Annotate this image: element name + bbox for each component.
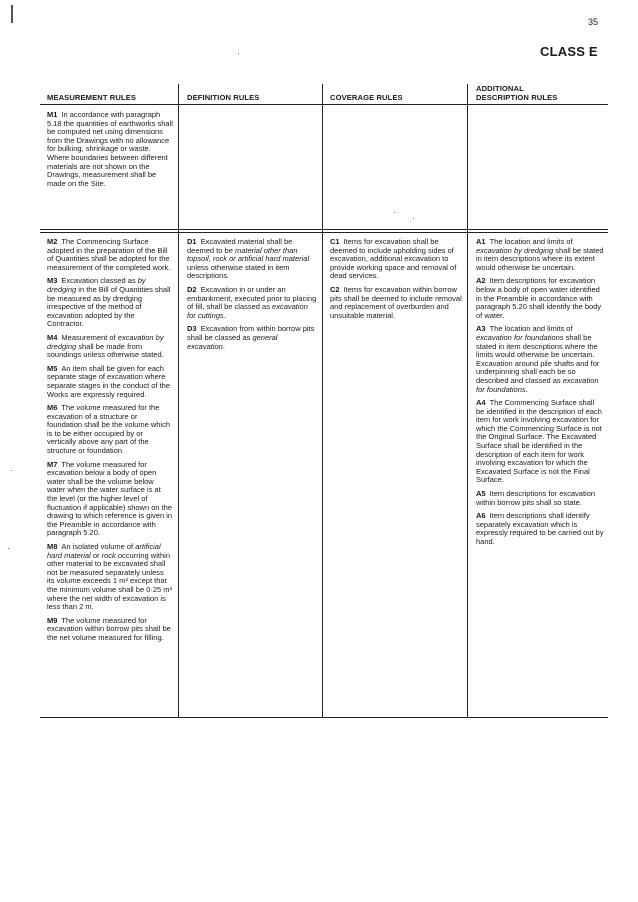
rule-text: Items for excavation shall be deemed to include upholding sides of excavation, additional excavation to provide working space and removal of dead services. — [330, 237, 457, 281]
measurement-rules-column — [47, 238, 173, 648]
rule-code: M2 — [47, 237, 58, 246]
column-header-coverage: COVERAGE RULES — [330, 93, 403, 102]
rule-text: The Commencing Surface shall be identified in the description of each item for work involving excavation for which the Commencing Surface is not the Original Surface. The Excavated Surface shall be identified in the description of each item for work involving excavation for which the Excavated Surface is not the Final Surface. — [476, 398, 602, 485]
rule-text-italic: material other than topsoil, rock or artificial hard material — [187, 245, 310, 264]
rule-code: A4 — [476, 398, 486, 408]
column-header-measurement: MEASUREMENT RULES — [47, 93, 137, 102]
rule-text: or — [90, 550, 102, 560]
rule-code: C2 — [330, 284, 340, 294]
rule-text: Excavated material shall be deemed to be — [187, 237, 293, 255]
rule-text: The location and limits of — [489, 237, 573, 246]
rule-D1 — [187, 238, 317, 281]
rule-text: . — [525, 384, 528, 394]
rule-code: D1 — [187, 237, 197, 246]
scan-speck — [394, 212, 395, 213]
rule-text: The location and limits of — [489, 324, 573, 334]
section-rule-top — [40, 229, 608, 230]
rule-text: Item descriptions for excavation below a body of open water identified in the Preamble in accordance with paragraph 5.20 shall identify the body of water. — [476, 276, 602, 320]
rule-text-italic: rock — [101, 550, 116, 560]
column-header-definition: DEFINITION RULES — [187, 93, 260, 102]
rule-text: shall be made from soundings unless otherwise stated. — [47, 341, 164, 360]
rule-M2 — [47, 238, 173, 272]
rule-text: Measurement of — [61, 332, 118, 342]
rule-text: Items for excavation within borrow pits shall be deemed to include removal and replacement of overburden and unsuitable material. — [330, 284, 462, 320]
rule-text: The volume measured for excavation below a body of open water shall be the volume below water when the water surface is at the level (or the higher level of fluctuation if applicable) shown on the drawing to which reference is given in the Preamble in accordance with paragraph 5.20. — [47, 459, 173, 538]
rule-text: The volume measured for excavation within borrow pits shall be the net volume measured for filling. — [47, 615, 171, 642]
rule-text: An item shall be given for each separate stage of excavation where separate stages in the conduct of the Works are expressly required. — [47, 363, 170, 399]
rule-text: The volume measured for the excavation of a structure or foundation shall be the volume which is to be either occupied by or vertically above any part of the structure or foundation. — [47, 403, 170, 456]
rule-code: A2 — [476, 276, 486, 286]
rule-text: in the Bill of Quantities shall be measured as by dredging irrespective of the method of excavation adopted by the Contractor. — [47, 284, 171, 329]
definition-rules-column — [187, 238, 317, 356]
rule-A5 — [476, 490, 604, 507]
rule-code: A6 — [476, 511, 486, 521]
rule-text-italic: artificial hard material — [47, 542, 161, 560]
rule-D2 — [187, 286, 317, 320]
scan-edge-mark — [11, 5, 13, 23]
rule-text: Excavation from within borrow pits shall be classed as — [187, 324, 315, 342]
rule-text: Excavation in or under an embankment, executed prior to placing of fill, shall be classed as — [187, 284, 317, 312]
rule-M5 — [47, 365, 173, 399]
rule-code: D3 — [187, 324, 197, 334]
rule-text: . — [222, 341, 225, 351]
rule-text: shall be stated in item descriptions where its extent would otherwise be uncertain. — [476, 245, 604, 272]
rule-text-italic: excavation for cuttings — [187, 302, 308, 320]
rule-code: M6 — [47, 403, 58, 413]
rule-M8 — [47, 543, 173, 612]
rule-text: occurring within other material to be excavated shall not be measured separately unless its volume exceeds 1 m³ except that the minimum volume shall be 0·25 m³ where the net width of excavation is less than 2 m. — [47, 550, 173, 612]
rule-code: M3 — [47, 276, 58, 286]
rule-code: M9 — [47, 615, 58, 625]
rule-text: shall be stated in item descriptions where the limits would otherwise be uncertain. Excavation around pile shafts and for underpinning shall each be so described and classed as — [476, 332, 600, 385]
scan-speck — [11, 470, 12, 471]
rule-M3 — [47, 277, 173, 329]
rule-text: Item descriptions shall identify separately excavation which is expressly required to be carried out by hand. — [476, 511, 604, 546]
rule-D3 — [187, 325, 317, 351]
rule-code: M4 — [47, 332, 58, 342]
rule-text: Item descriptions for excavation within borrow pits shall so state. — [476, 489, 596, 507]
column-divider-1 — [178, 84, 179, 717]
rule-code: C1 — [330, 237, 340, 246]
column-divider-2 — [322, 84, 323, 717]
header-rule — [40, 104, 608, 105]
scan-speck — [8, 548, 9, 549]
column-divider-3 — [467, 84, 468, 717]
column-header-additional-line1: ADDITIONAL — [476, 84, 524, 93]
rule-C1 — [330, 238, 462, 281]
rule-M7 — [47, 461, 173, 538]
rule-text: . — [223, 310, 226, 320]
rule-M1 — [47, 111, 173, 188]
rule-text: unless otherwise stated in item descriptions. — [187, 262, 290, 281]
rule-C2 — [330, 286, 462, 320]
rule-text: The Commencing Surface adopted in the preparation of the Bill of Quantities shall be adopted for the measurement of the completed work. — [47, 237, 171, 272]
rule-code: M8 — [47, 542, 58, 551]
rule-code: A1 — [476, 237, 486, 246]
measurement-section1 — [47, 111, 173, 193]
coverage-rules-column — [330, 238, 462, 325]
scan-speck — [413, 218, 414, 219]
rule-A6 — [476, 512, 604, 546]
rule-code: A3 — [476, 324, 486, 334]
additional-rules-column — [476, 238, 604, 552]
rule-M4 — [47, 334, 173, 360]
section-rule-bottom — [40, 232, 608, 233]
rule-M6 — [47, 404, 173, 456]
column-header-additional — [476, 84, 557, 102]
rule-text-italic: general excavation — [187, 332, 278, 351]
rule-M9 — [47, 617, 173, 643]
rule-text-italic: excavation by dredging — [476, 245, 554, 255]
column-header-additional-line2: DESCRIPTION RULES — [476, 93, 558, 102]
rule-text-italic: by dredging — [47, 276, 146, 294]
rule-text: In accordance with paragraph 5.18 the quantities of earthworks shall be computed net using dimensions from the Drawings with no allowance for bulking, shrinkage or waste. Where boundaries between different materials are not shown on the Drawings, measurement shall be made on the Site. — [47, 110, 173, 188]
rule-text-italic: excavation for foundations — [476, 375, 599, 394]
rule-A2 — [476, 277, 604, 320]
rule-text: An isolated volume of — [61, 542, 136, 551]
page-number: 35 — [588, 17, 599, 27]
rule-A4 — [476, 399, 604, 485]
rule-code: M5 — [47, 363, 58, 373]
table-bottom-rule — [40, 717, 608, 718]
rule-code: D2 — [187, 284, 197, 294]
rule-text-italic: excavation for foundations — [476, 332, 564, 342]
rule-code: A5 — [476, 489, 486, 499]
rule-text-italic: excavation by dredging — [47, 332, 164, 351]
rule-text: Excavation classed as — [61, 276, 138, 286]
rule-code: M1 — [47, 110, 58, 119]
rule-A1 — [476, 238, 604, 272]
scan-speck — [238, 53, 239, 54]
rule-code: M7 — [47, 459, 58, 469]
rule-A3 — [476, 325, 604, 394]
class-heading: CLASS E — [540, 44, 598, 59]
